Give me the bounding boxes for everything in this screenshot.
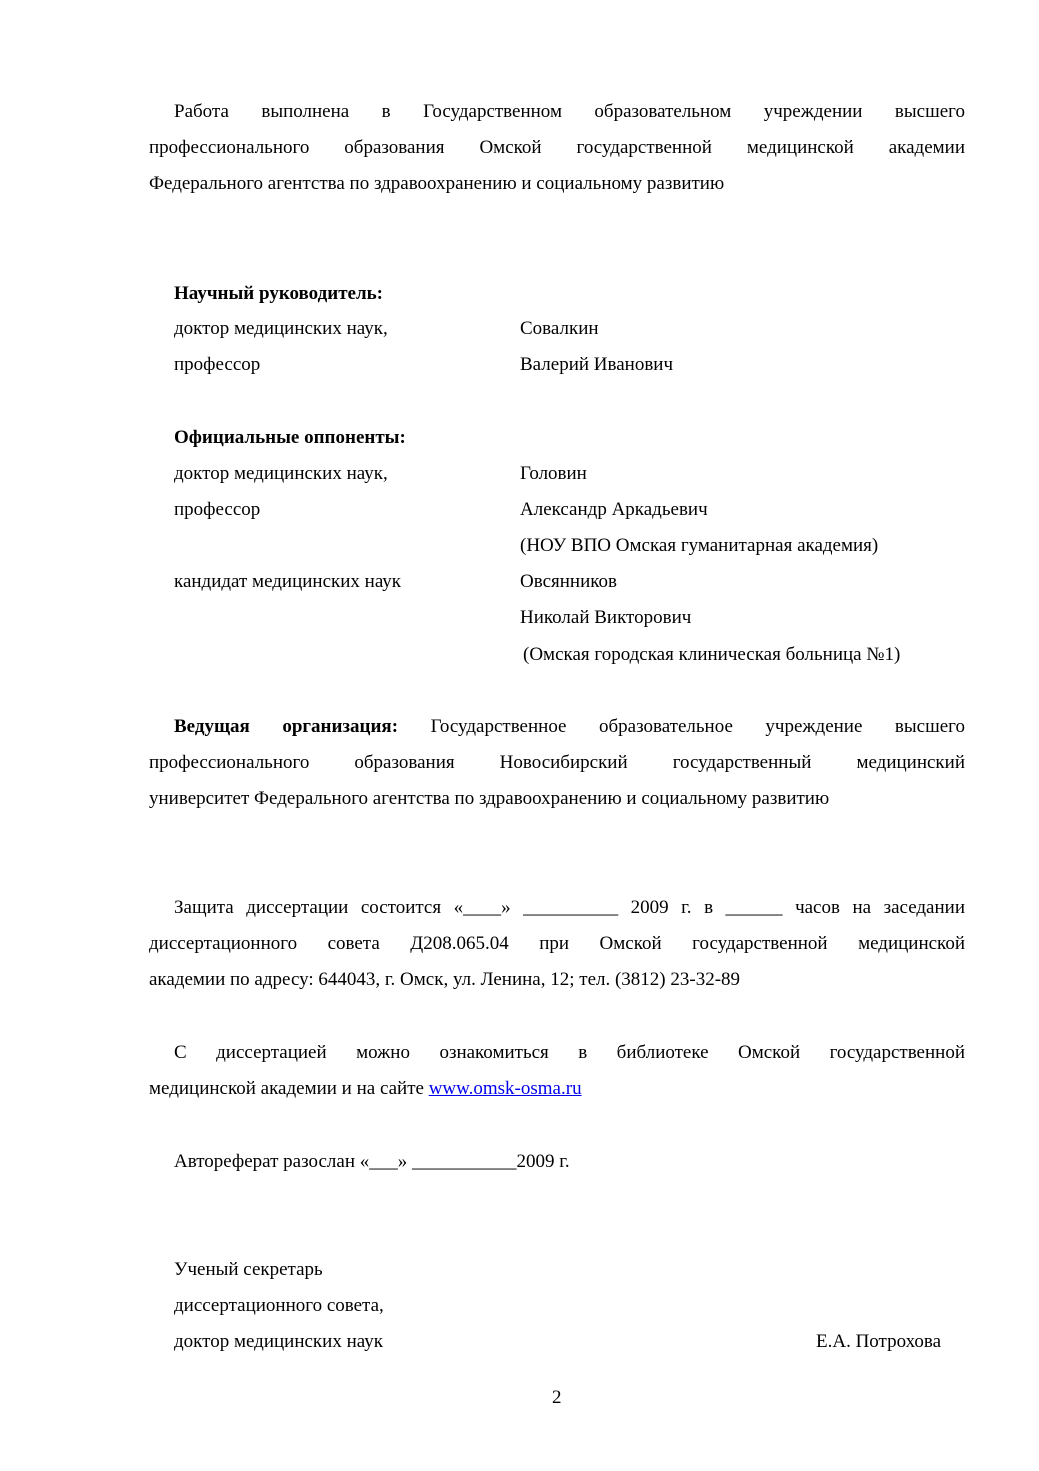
supervisor-surname: Совалкин xyxy=(520,318,599,339)
abstract-sent-date: Автореферат разослан «___» ___________2009 г. xyxy=(174,1151,570,1172)
opponent-1-name: Александр Аркадьевич xyxy=(520,499,708,520)
opponent-1-degree: доктор медицинских наук, xyxy=(174,463,388,484)
defense-line-1: Защита диссертации состоится «____» __________ 2009 г. в ______ часов на заседании xyxy=(174,897,965,918)
secretary-title-1: Ученый секретарь xyxy=(174,1259,323,1280)
library-line-2 xyxy=(149,1077,582,1101)
intro-line-1: Работа выполнена в Государственном образовательном учреждении высшего xyxy=(174,101,965,122)
opponent-1-rank: профессор xyxy=(174,499,261,520)
library-text: медицинской академии и на сайте xyxy=(149,1078,429,1099)
opponent-2-name: Николай Викторович xyxy=(520,607,692,628)
leading-org-line-3: университет Федерального агентства по здравоохранению и социальному развитию xyxy=(149,788,830,809)
secretary-name: Е.А. Потрохова xyxy=(816,1331,942,1352)
library-line-1: С диссертацией можно ознакомиться в библиотеке Омской государственной xyxy=(174,1042,965,1063)
opponent-2-surname: Овсянников xyxy=(520,571,617,592)
opponents-heading: Официальные оппоненты: xyxy=(174,427,406,448)
leading-org-text: Государственное образовательное учреждение высшего xyxy=(430,716,965,737)
intro-line-3: Федерального агентства по здравоохранению и социальному развитию xyxy=(149,173,725,194)
defense-line-3: академии по адресу: 644043, г. Омск, ул. Ленина, 12; тел. (3812) 23-32-89 xyxy=(149,969,741,990)
page-number: 2 xyxy=(552,1387,562,1408)
opponent-2-affiliation: (Омская городская клиническая больница №1) xyxy=(523,644,901,665)
secretary-title-2: диссертационного совета, xyxy=(174,1295,384,1316)
supervisor-name: Валерий Иванович xyxy=(520,354,674,375)
opponent-1-affiliation: (НОУ ВПО Омская гуманитарная академия) xyxy=(520,535,879,556)
leading-org-line-1 xyxy=(174,715,965,739)
intro-line-2: профессионального образования Омской государственной медицинской академии xyxy=(149,137,965,158)
supervisor-degree: доктор медицинских наук, xyxy=(174,318,388,339)
opponent-2-degree: кандидат медицинских наук xyxy=(174,571,402,592)
opponent-1-surname: Головин xyxy=(520,463,587,484)
leading-org-line-2: профессионального образования Новосибирский государственный медицинский xyxy=(149,752,965,773)
leading-org-label: Ведущая организация: xyxy=(174,716,399,737)
defense-line-2: диссертационного совета Д208.065.04 при Омской государственной медицинской xyxy=(149,933,965,954)
supervisor-rank: профессор xyxy=(174,354,261,375)
supervisor-heading: Научный руководитель: xyxy=(174,283,383,304)
website-link[interactable]: www.omsk-osma.ru xyxy=(428,1078,582,1099)
secretary-degree: доктор медицинских наук xyxy=(174,1331,383,1352)
